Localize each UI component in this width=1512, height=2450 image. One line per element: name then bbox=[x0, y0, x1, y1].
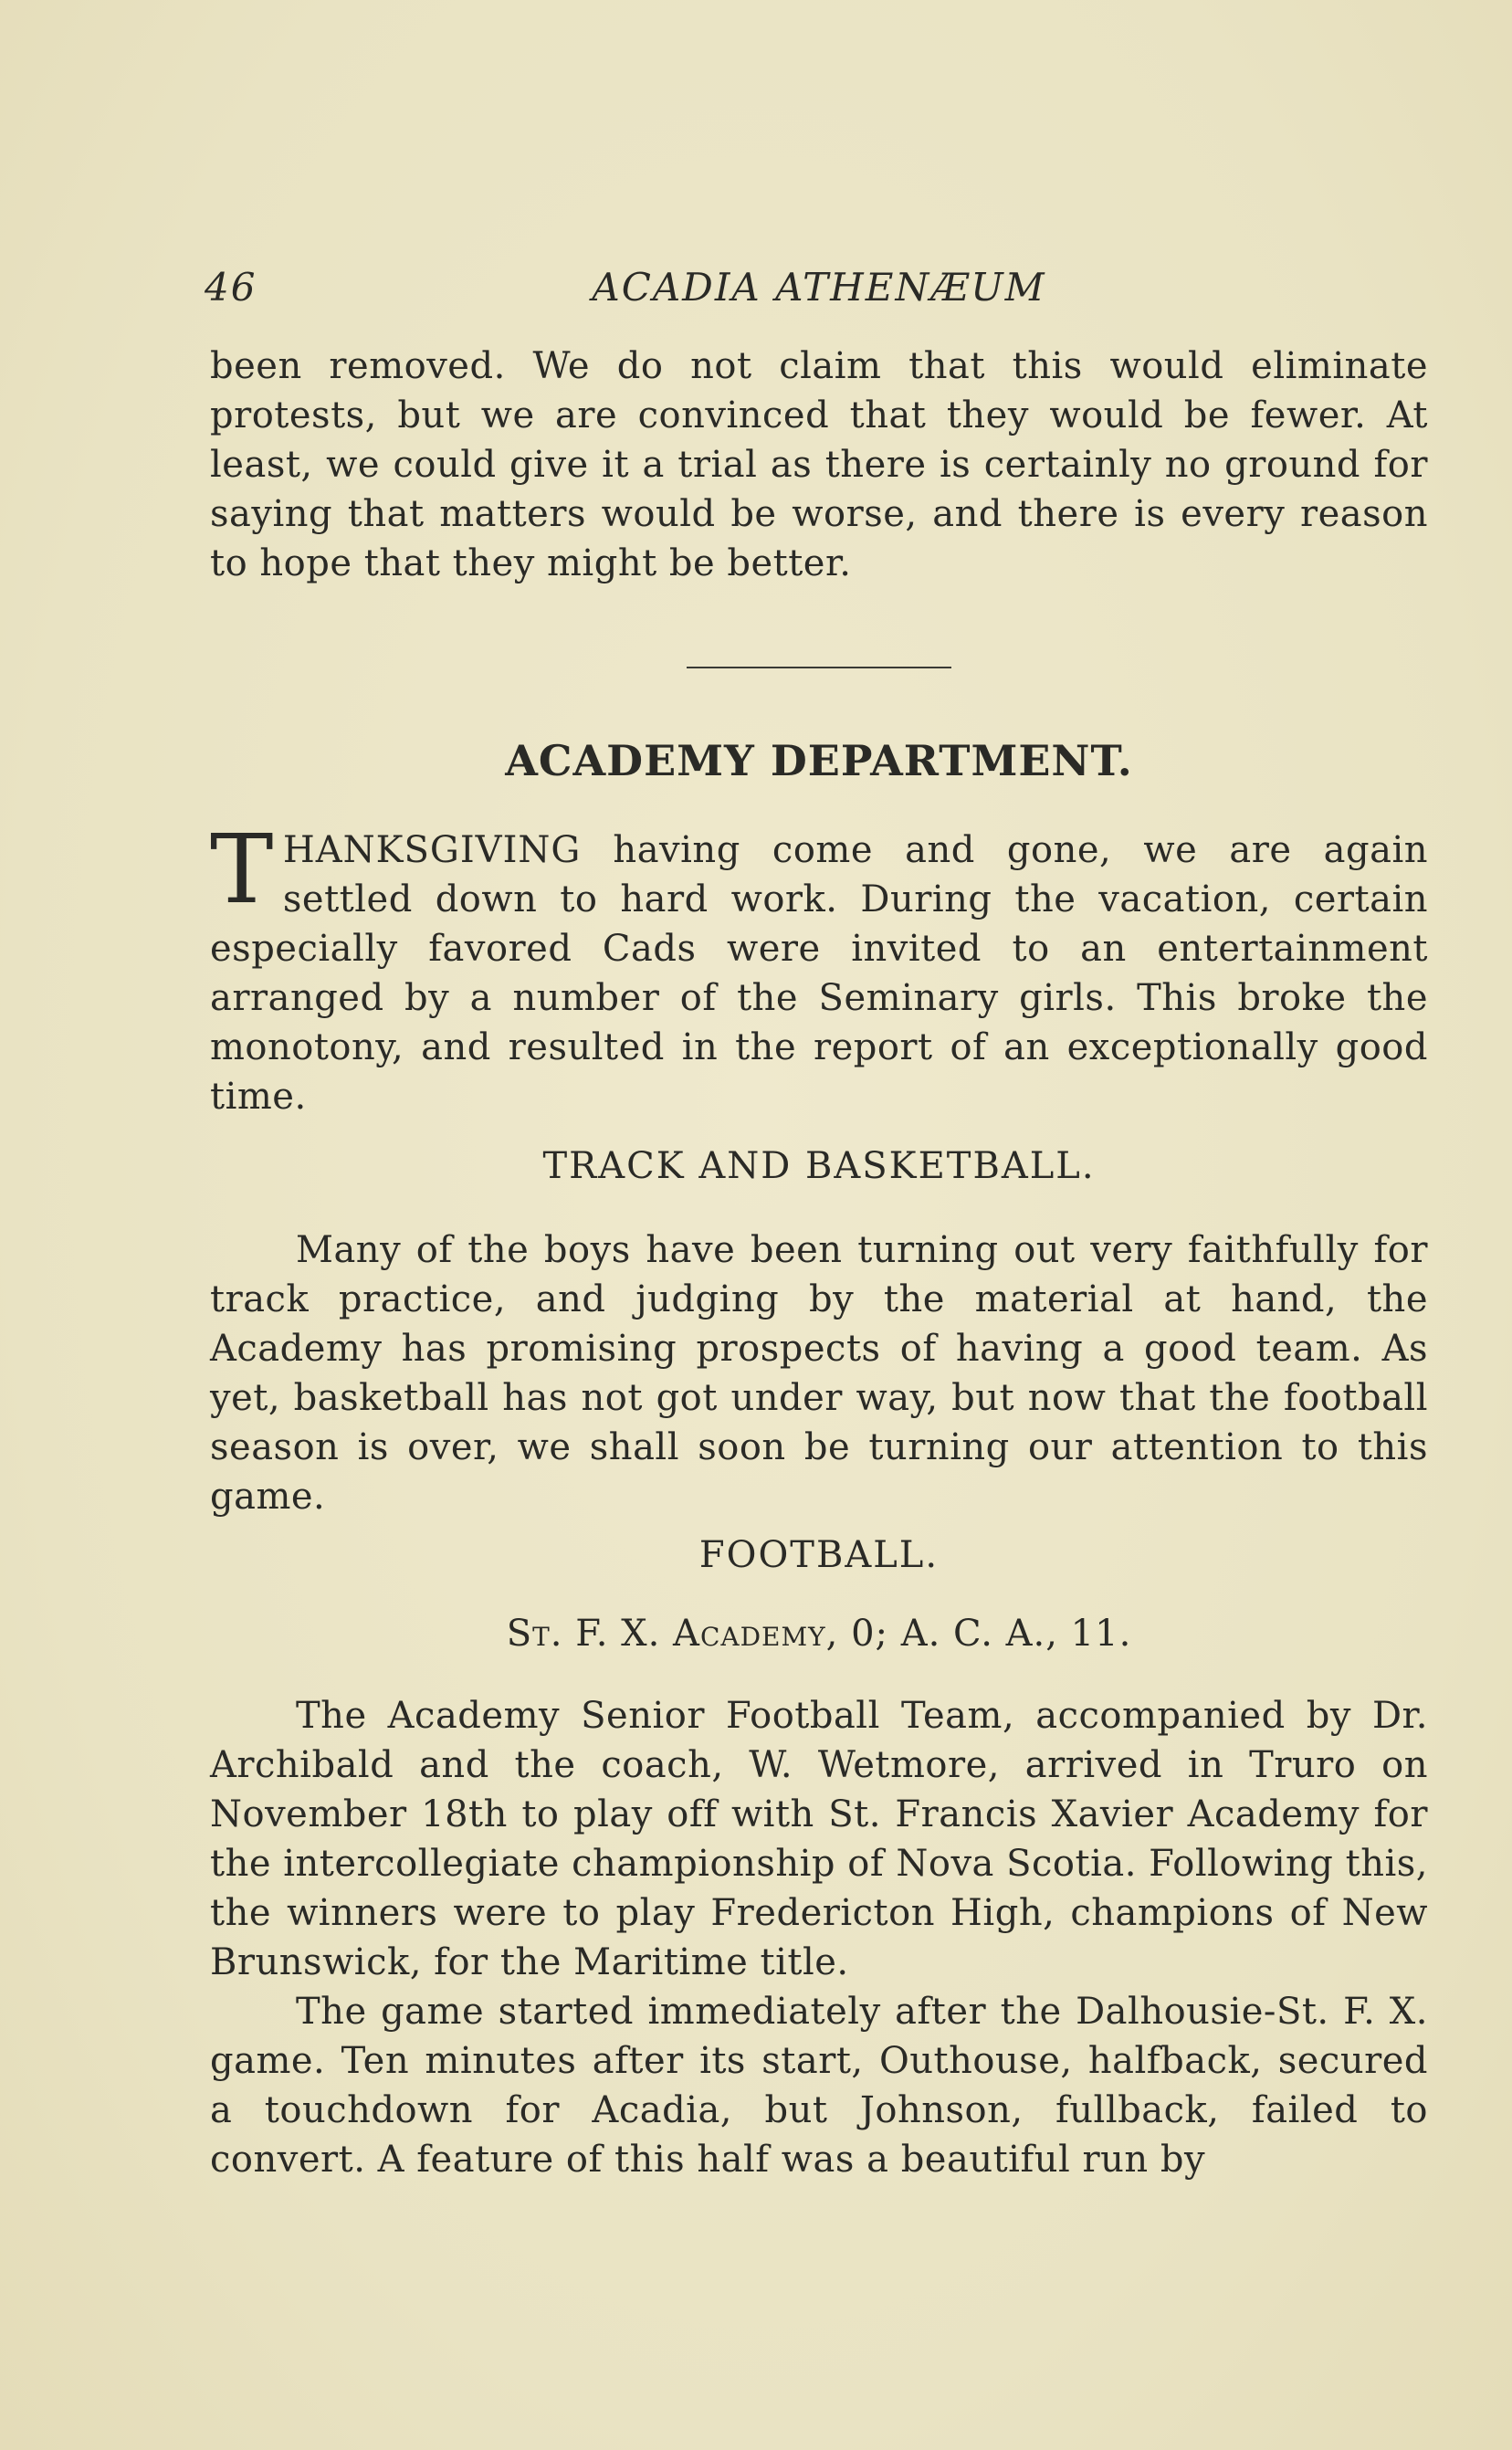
thanksgiving-paragraph bbox=[210, 814, 1428, 1121]
track-paragraph: Many of the boys have been turning out very faithfully for track practice, and judging by the material at hand, the Academy has promising prospects of having a good team. As yet, basketball has not got under way, but now that the football season is over, we shall soon be turning our attention to this game. bbox=[210, 1229, 1428, 1518]
football-paragraph-2: The game started immediately after the Dalhousie-St. F. X. game. Ten minutes after its start, Outhouse, halfback, secured a touchdown for Acadia, but Johnson, fullback, failed to convert. A feature of this half was a beautiful run by bbox=[210, 1991, 1428, 2181]
track-heading: TRACK AND BASKETBALL. bbox=[542, 1145, 1096, 1187]
score-line bbox=[210, 1613, 1428, 1655]
score-team-2: A. C. A. bbox=[900, 1613, 1046, 1655]
running-head bbox=[205, 256, 1428, 320]
football-heading: FOOTBALL. bbox=[698, 1534, 940, 1576]
thanksgiving-text: having come and gone, we are again settled down to hard work. During the vacation, certain especially favored Cads were invited to an entertainment arranged by a number of the Seminary girls. This broke the monotony, and resulted in the report of an exceptionally good time. bbox=[210, 829, 1428, 1118]
page-number: 46 bbox=[205, 265, 257, 310]
score-2: , 11. bbox=[1045, 1613, 1132, 1655]
score-1: , 0; bbox=[825, 1613, 901, 1655]
section-divider bbox=[687, 667, 951, 668]
continued-paragraph: been removed. We do not claim that this would eliminate protests, but we are convinced that they would be fewer. At least, we could give it a trial as there is certainly no ground for saying that matters would be worse, and there is every reason to hope that they might be better. bbox=[210, 345, 1428, 584]
drop-cap: T bbox=[210, 814, 274, 925]
section-heading: ACADEMY DEPARTMENT. bbox=[505, 736, 1133, 785]
journal-title: ACADIA ATHENÆUM bbox=[592, 265, 1046, 310]
football-paragraph-1: The Academy Senior Football Team, accompanied by Dr. Archibald and the coach, W. Wetmore, arrived in Truro on November 18th to play off with St. Francis Xavier Academy for the intercollegiate championship of Nova Scotia. Following this, the winners were to play Fredericton High, champions of New Brunswick, for the Maritime title. bbox=[210, 1695, 1428, 1983]
lead-caps: HANKSGIVING bbox=[282, 829, 582, 871]
score-team-1: St. F. X. Academy bbox=[506, 1613, 826, 1655]
page bbox=[205, 256, 1428, 2184]
